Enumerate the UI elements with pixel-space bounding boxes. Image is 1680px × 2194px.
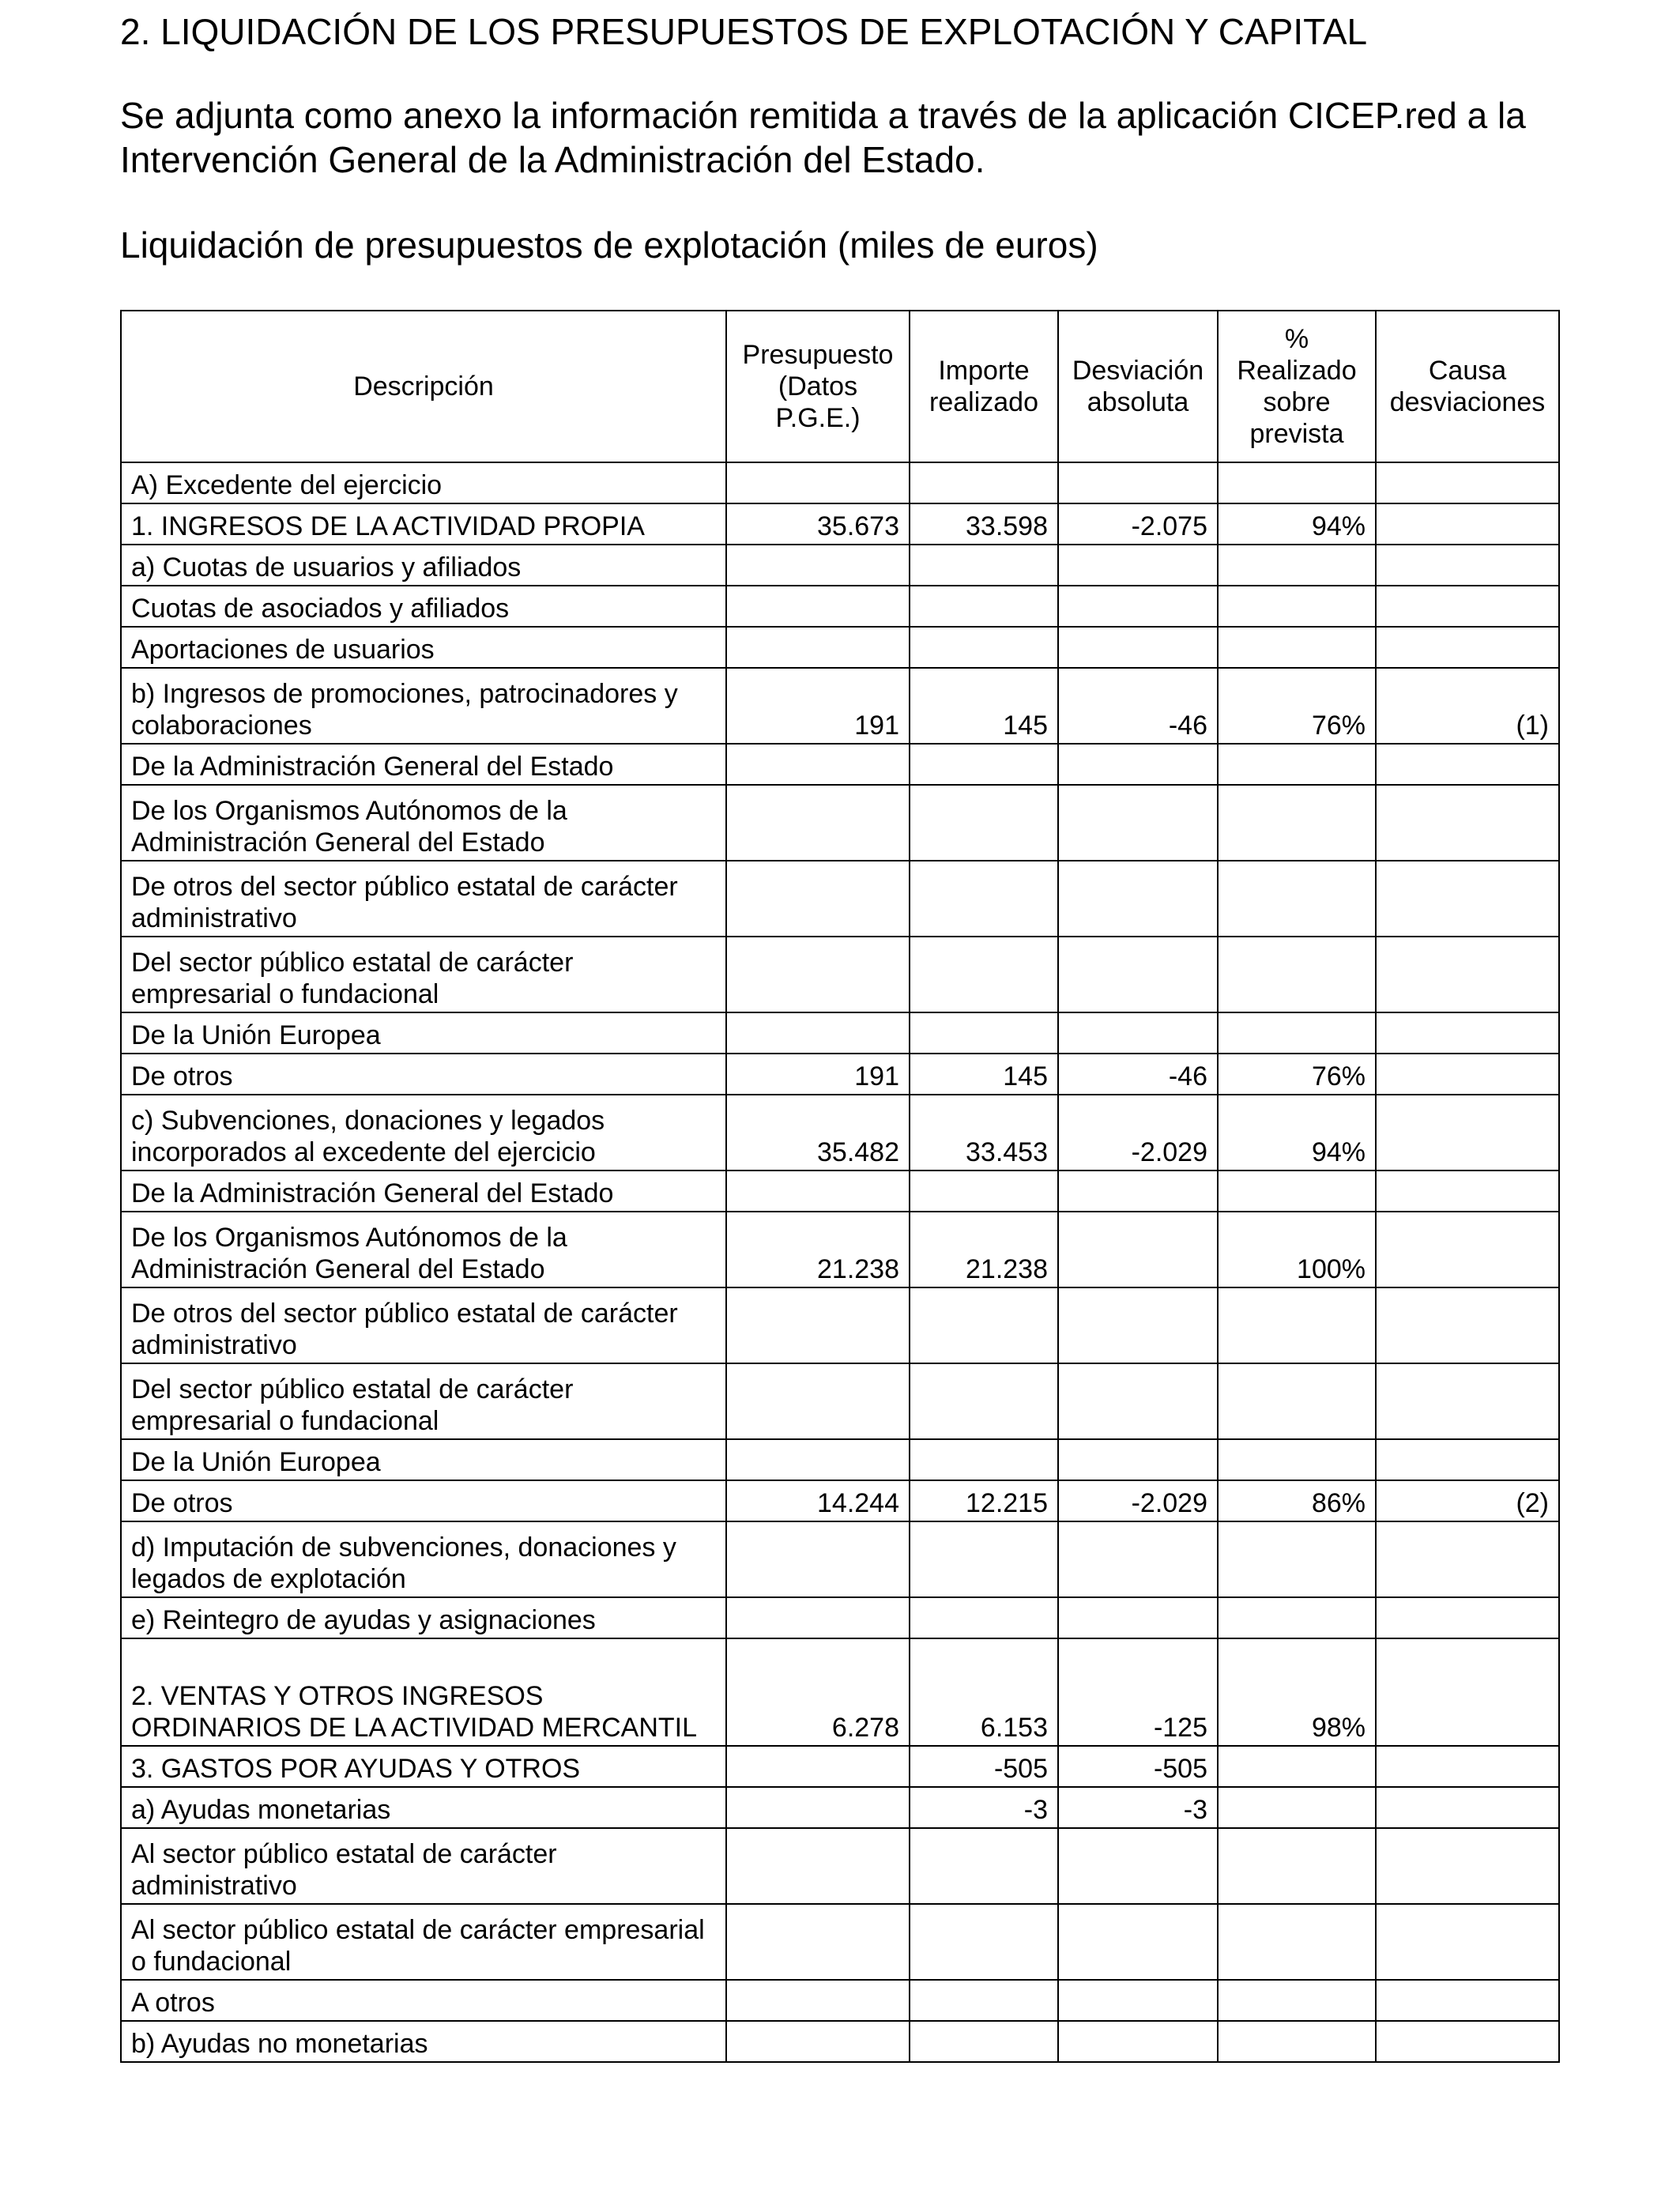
table-row <box>121 1012 1559 1054</box>
table-row <box>121 785 1559 861</box>
cell-importe <box>910 586 1058 627</box>
cell-descripcion: d) Imputación de subvenciones, donaciones y legados de explotación <box>121 1521 726 1597</box>
cell-presupuesto: 6.278 <box>726 1638 910 1746</box>
cell-causa <box>1376 1828 1559 1904</box>
cell-porcentaje <box>1218 586 1376 627</box>
cell-desviacion <box>1058 1212 1218 1287</box>
table-row <box>121 1054 1559 1095</box>
table-row <box>121 586 1559 627</box>
cell-importe <box>910 1521 1058 1597</box>
table-row <box>121 1638 1559 1746</box>
cell-presupuesto <box>726 1287 910 1363</box>
cell-desviacion: -46 <box>1058 1054 1218 1095</box>
cell-importe <box>910 1287 1058 1363</box>
cell-porcentaje <box>1218 785 1376 861</box>
cell-importe <box>910 545 1058 586</box>
cell-presupuesto <box>726 1363 910 1439</box>
cell-causa <box>1376 1980 1559 2021</box>
cell-presupuesto <box>726 1597 910 1638</box>
table-row <box>121 1480 1559 1521</box>
cell-descripcion: De la Unión Europea <box>121 1439 726 1480</box>
cell-desviacion <box>1058 627 1218 668</box>
cell-presupuesto: 21.238 <box>726 1212 910 1287</box>
cell-presupuesto: 191 <box>726 668 910 744</box>
cell-causa <box>1376 1521 1559 1597</box>
cell-causa <box>1376 785 1559 861</box>
table-row <box>121 545 1559 586</box>
table-row <box>121 627 1559 668</box>
cell-desviacion <box>1058 1012 1218 1054</box>
cell-causa <box>1376 627 1559 668</box>
cell-desviacion <box>1058 1439 1218 1480</box>
cell-descripcion: De otros del sector público estatal de carácter administrativo <box>121 861 726 937</box>
cell-causa <box>1376 1439 1559 1480</box>
cell-porcentaje <box>1218 937 1376 1012</box>
cell-causa <box>1376 1904 1559 1980</box>
cell-causa <box>1376 545 1559 586</box>
cell-descripcion: Aportaciones de usuarios <box>121 627 726 668</box>
cell-descripcion: De la Unión Europea <box>121 1012 726 1054</box>
cell-porcentaje: 76% <box>1218 668 1376 744</box>
cell-causa <box>1376 861 1559 937</box>
intro-paragraph: Se adjunta como anexo la información remitida a través de la aplicación CICEP.red a la Intervención General de la Administración del Estado. <box>120 95 1526 180</box>
cell-presupuesto: 35.482 <box>726 1095 910 1171</box>
cell-causa <box>1376 503 1559 545</box>
cell-desviacion: -2.075 <box>1058 503 1218 545</box>
cell-importe <box>910 1597 1058 1638</box>
cell-descripcion: a) Ayudas monetarias <box>121 1787 726 1828</box>
cell-descripcion: A) Excedente del ejercicio <box>121 462 726 503</box>
cell-importe <box>910 462 1058 503</box>
cell-porcentaje <box>1218 744 1376 785</box>
cell-importe: -505 <box>910 1746 1058 1787</box>
cell-causa: (2) <box>1376 1480 1559 1521</box>
table-row <box>121 668 1559 744</box>
cell-descripcion: A otros <box>121 1980 726 2021</box>
cell-descripcion: b) Ingresos de promociones, patrocinadores y colaboraciones <box>121 668 726 744</box>
cell-descripcion: b) Ayudas no monetarias <box>121 2021 726 2062</box>
cell-descripcion: Cuotas de asociados y afiliados <box>121 586 726 627</box>
header-presupuesto: Presupuesto (Datos P.G.E.) <box>726 311 910 462</box>
cell-presupuesto <box>726 1746 910 1787</box>
cell-presupuesto <box>726 1828 910 1904</box>
cell-porcentaje <box>1218 627 1376 668</box>
cell-descripcion: De otros <box>121 1054 726 1095</box>
cell-porcentaje: 94% <box>1218 503 1376 545</box>
cell-causa <box>1376 1054 1559 1095</box>
cell-presupuesto <box>726 2021 910 2062</box>
cell-presupuesto <box>726 586 910 627</box>
table-row <box>121 462 1559 503</box>
table-row <box>121 1363 1559 1439</box>
cell-descripcion: c) Subvenciones, donaciones y legados incorporados al excedente del ejercicio <box>121 1095 726 1171</box>
table-row <box>121 1980 1559 2021</box>
cell-presupuesto <box>726 1521 910 1597</box>
cell-importe <box>910 1171 1058 1212</box>
cell-desviacion <box>1058 785 1218 861</box>
cell-porcentaje: 76% <box>1218 1054 1376 1095</box>
table-row <box>121 861 1559 937</box>
cell-porcentaje: 100% <box>1218 1212 1376 1287</box>
cell-importe <box>910 861 1058 937</box>
table-row <box>121 1828 1559 1904</box>
cell-desviacion <box>1058 1597 1218 1638</box>
cell-causa <box>1376 1638 1559 1746</box>
cell-desviacion <box>1058 2021 1218 2062</box>
cell-porcentaje <box>1218 1521 1376 1597</box>
table-row <box>121 503 1559 545</box>
cell-descripcion: Del sector público estatal de carácter empresarial o fundacional <box>121 1363 726 1439</box>
cell-causa <box>1376 1095 1559 1171</box>
cell-porcentaje <box>1218 1980 1376 2021</box>
cell-porcentaje <box>1218 1787 1376 1828</box>
cell-porcentaje <box>1218 1828 1376 1904</box>
cell-causa <box>1376 1363 1559 1439</box>
cell-porcentaje <box>1218 1597 1376 1638</box>
cell-desviacion: -2.029 <box>1058 1095 1218 1171</box>
table-row <box>121 1746 1559 1787</box>
cell-descripcion: Al sector público estatal de carácter empresarial o fundacional <box>121 1904 726 1980</box>
cell-importe <box>910 1828 1058 1904</box>
cell-desviacion <box>1058 1521 1218 1597</box>
cell-descripcion: De los Organismos Autónomos de la Administración General del Estado <box>121 785 726 861</box>
header-descripcion: Descripción <box>121 311 726 462</box>
cell-presupuesto <box>726 1171 910 1212</box>
cell-importe <box>910 627 1058 668</box>
cell-descripcion: De la Administración General del Estado <box>121 744 726 785</box>
cell-importe <box>910 1439 1058 1480</box>
table-row <box>121 1095 1559 1171</box>
table-row <box>121 1521 1559 1597</box>
cell-importe: 12.215 <box>910 1480 1058 1521</box>
cell-porcentaje <box>1218 1363 1376 1439</box>
cell-porcentaje <box>1218 1287 1376 1363</box>
header-desviacion: Desviación absoluta <box>1058 311 1218 462</box>
cell-presupuesto: 191 <box>726 1054 910 1095</box>
cell-desviacion <box>1058 1904 1218 1980</box>
cell-causa <box>1376 1787 1559 1828</box>
cell-desviacion <box>1058 1171 1218 1212</box>
cell-causa <box>1376 1171 1559 1212</box>
cell-desviacion <box>1058 744 1218 785</box>
cell-causa <box>1376 462 1559 503</box>
cell-importe: 6.153 <box>910 1638 1058 1746</box>
cell-causa <box>1376 1212 1559 1287</box>
cell-importe <box>910 1012 1058 1054</box>
table-header-row <box>121 311 1559 462</box>
cell-causa: (1) <box>1376 668 1559 744</box>
cell-descripcion: Al sector público estatal de carácter administrativo <box>121 1828 726 1904</box>
cell-presupuesto <box>726 627 910 668</box>
cell-importe: 33.453 <box>910 1095 1058 1171</box>
cell-desviacion <box>1058 1287 1218 1363</box>
cell-causa <box>1376 1012 1559 1054</box>
cell-desviacion: -505 <box>1058 1746 1218 1787</box>
cell-causa <box>1376 937 1559 1012</box>
budget-table <box>120 310 1560 2063</box>
cell-presupuesto <box>726 785 910 861</box>
table-row <box>121 744 1559 785</box>
cell-importe <box>910 785 1058 861</box>
header-causa: Causa desviaciones <box>1376 311 1559 462</box>
cell-importe: 21.238 <box>910 1212 1058 1287</box>
cell-desviacion: -3 <box>1058 1787 1218 1828</box>
cell-descripcion: e) Reintegro de ayudas y asignaciones <box>121 1597 726 1638</box>
cell-porcentaje: 98% <box>1218 1638 1376 1746</box>
cell-presupuesto <box>726 1904 910 1980</box>
cell-importe: 33.598 <box>910 503 1058 545</box>
cell-porcentaje <box>1218 1012 1376 1054</box>
cell-causa <box>1376 586 1559 627</box>
cell-causa <box>1376 1597 1559 1638</box>
cell-desviacion <box>1058 937 1218 1012</box>
cell-porcentaje <box>1218 1746 1376 1787</box>
cell-importe <box>910 744 1058 785</box>
cell-descripcion: 1. INGRESOS DE LA ACTIVIDAD PROPIA <box>121 503 726 545</box>
cell-presupuesto <box>726 462 910 503</box>
cell-importe: 145 <box>910 668 1058 744</box>
cell-descripcion: 2. VENTAS Y OTROS INGRESOS ORDINARIOS DE LA ACTIVIDAD MERCANTIL <box>121 1638 726 1746</box>
cell-presupuesto <box>726 545 910 586</box>
cell-descripcion: De la Administración General del Estado <box>121 1171 726 1212</box>
cell-desviacion <box>1058 545 1218 586</box>
cell-porcentaje <box>1218 1439 1376 1480</box>
cell-presupuesto <box>726 937 910 1012</box>
cell-desviacion <box>1058 1980 1218 2021</box>
table-row <box>121 1287 1559 1363</box>
cell-causa <box>1376 1287 1559 1363</box>
header-importe: Importe realizado <box>910 311 1058 462</box>
cell-presupuesto <box>726 744 910 785</box>
cell-porcentaje <box>1218 462 1376 503</box>
cell-desviacion <box>1058 462 1218 503</box>
cell-causa <box>1376 2021 1559 2062</box>
cell-porcentaje <box>1218 2021 1376 2062</box>
cell-importe <box>910 937 1058 1012</box>
cell-presupuesto <box>726 1012 910 1054</box>
table-row <box>121 2021 1559 2062</box>
cell-presupuesto <box>726 1980 910 2021</box>
table-row <box>121 937 1559 1012</box>
cell-presupuesto <box>726 1439 910 1480</box>
cell-importe: -3 <box>910 1787 1058 1828</box>
cell-descripcion: Del sector público estatal de carácter empresarial o fundacional <box>121 937 726 1012</box>
cell-importe <box>910 1363 1058 1439</box>
cell-presupuesto <box>726 1787 910 1828</box>
cell-descripcion: De otros del sector público estatal de carácter administrativo <box>121 1287 726 1363</box>
cell-desviacion <box>1058 861 1218 937</box>
cell-causa <box>1376 744 1559 785</box>
table-body <box>121 462 1559 2062</box>
cell-descripcion: De los Organismos Autónomos de la Administración General del Estado <box>121 1212 726 1287</box>
table-row <box>121 1439 1559 1480</box>
cell-presupuesto: 35.673 <box>726 503 910 545</box>
cell-importe <box>910 2021 1058 2062</box>
cell-descripcion: De otros <box>121 1480 726 1521</box>
cell-importe <box>910 1904 1058 1980</box>
table-row <box>121 1212 1559 1287</box>
cell-porcentaje <box>1218 1904 1376 1980</box>
cell-importe <box>910 1980 1058 2021</box>
cell-descripcion: a) Cuotas de usuarios y afiliados <box>121 545 726 586</box>
cell-porcentaje <box>1218 861 1376 937</box>
table-row <box>121 1597 1559 1638</box>
cell-causa <box>1376 1746 1559 1787</box>
cell-porcentaje: 94% <box>1218 1095 1376 1171</box>
cell-desviacion <box>1058 586 1218 627</box>
table-row <box>121 1904 1559 1980</box>
cell-desviacion: -46 <box>1058 668 1218 744</box>
cell-presupuesto <box>726 861 910 937</box>
table-caption: Liquidación de presupuestos de explotación (miles de euros) <box>120 224 1098 266</box>
cell-porcentaje: 86% <box>1218 1480 1376 1521</box>
cell-porcentaje <box>1218 545 1376 586</box>
cell-porcentaje <box>1218 1171 1376 1212</box>
cell-descripcion: 3. GASTOS POR AYUDAS Y OTROS <box>121 1746 726 1787</box>
section-title: 2. LIQUIDACIÓN DE LOS PRESUPUESTOS DE EXPLOTACIÓN Y CAPITAL <box>120 11 1368 52</box>
cell-desviacion: -2.029 <box>1058 1480 1218 1521</box>
cell-presupuesto: 14.244 <box>726 1480 910 1521</box>
cell-desviacion <box>1058 1828 1218 1904</box>
header-porcentaje: % Realizado sobre prevista <box>1218 311 1376 462</box>
cell-desviacion <box>1058 1363 1218 1439</box>
cell-desviacion: -125 <box>1058 1638 1218 1746</box>
table-row <box>121 1171 1559 1212</box>
cell-importe: 145 <box>910 1054 1058 1095</box>
table-row <box>121 1787 1559 1828</box>
